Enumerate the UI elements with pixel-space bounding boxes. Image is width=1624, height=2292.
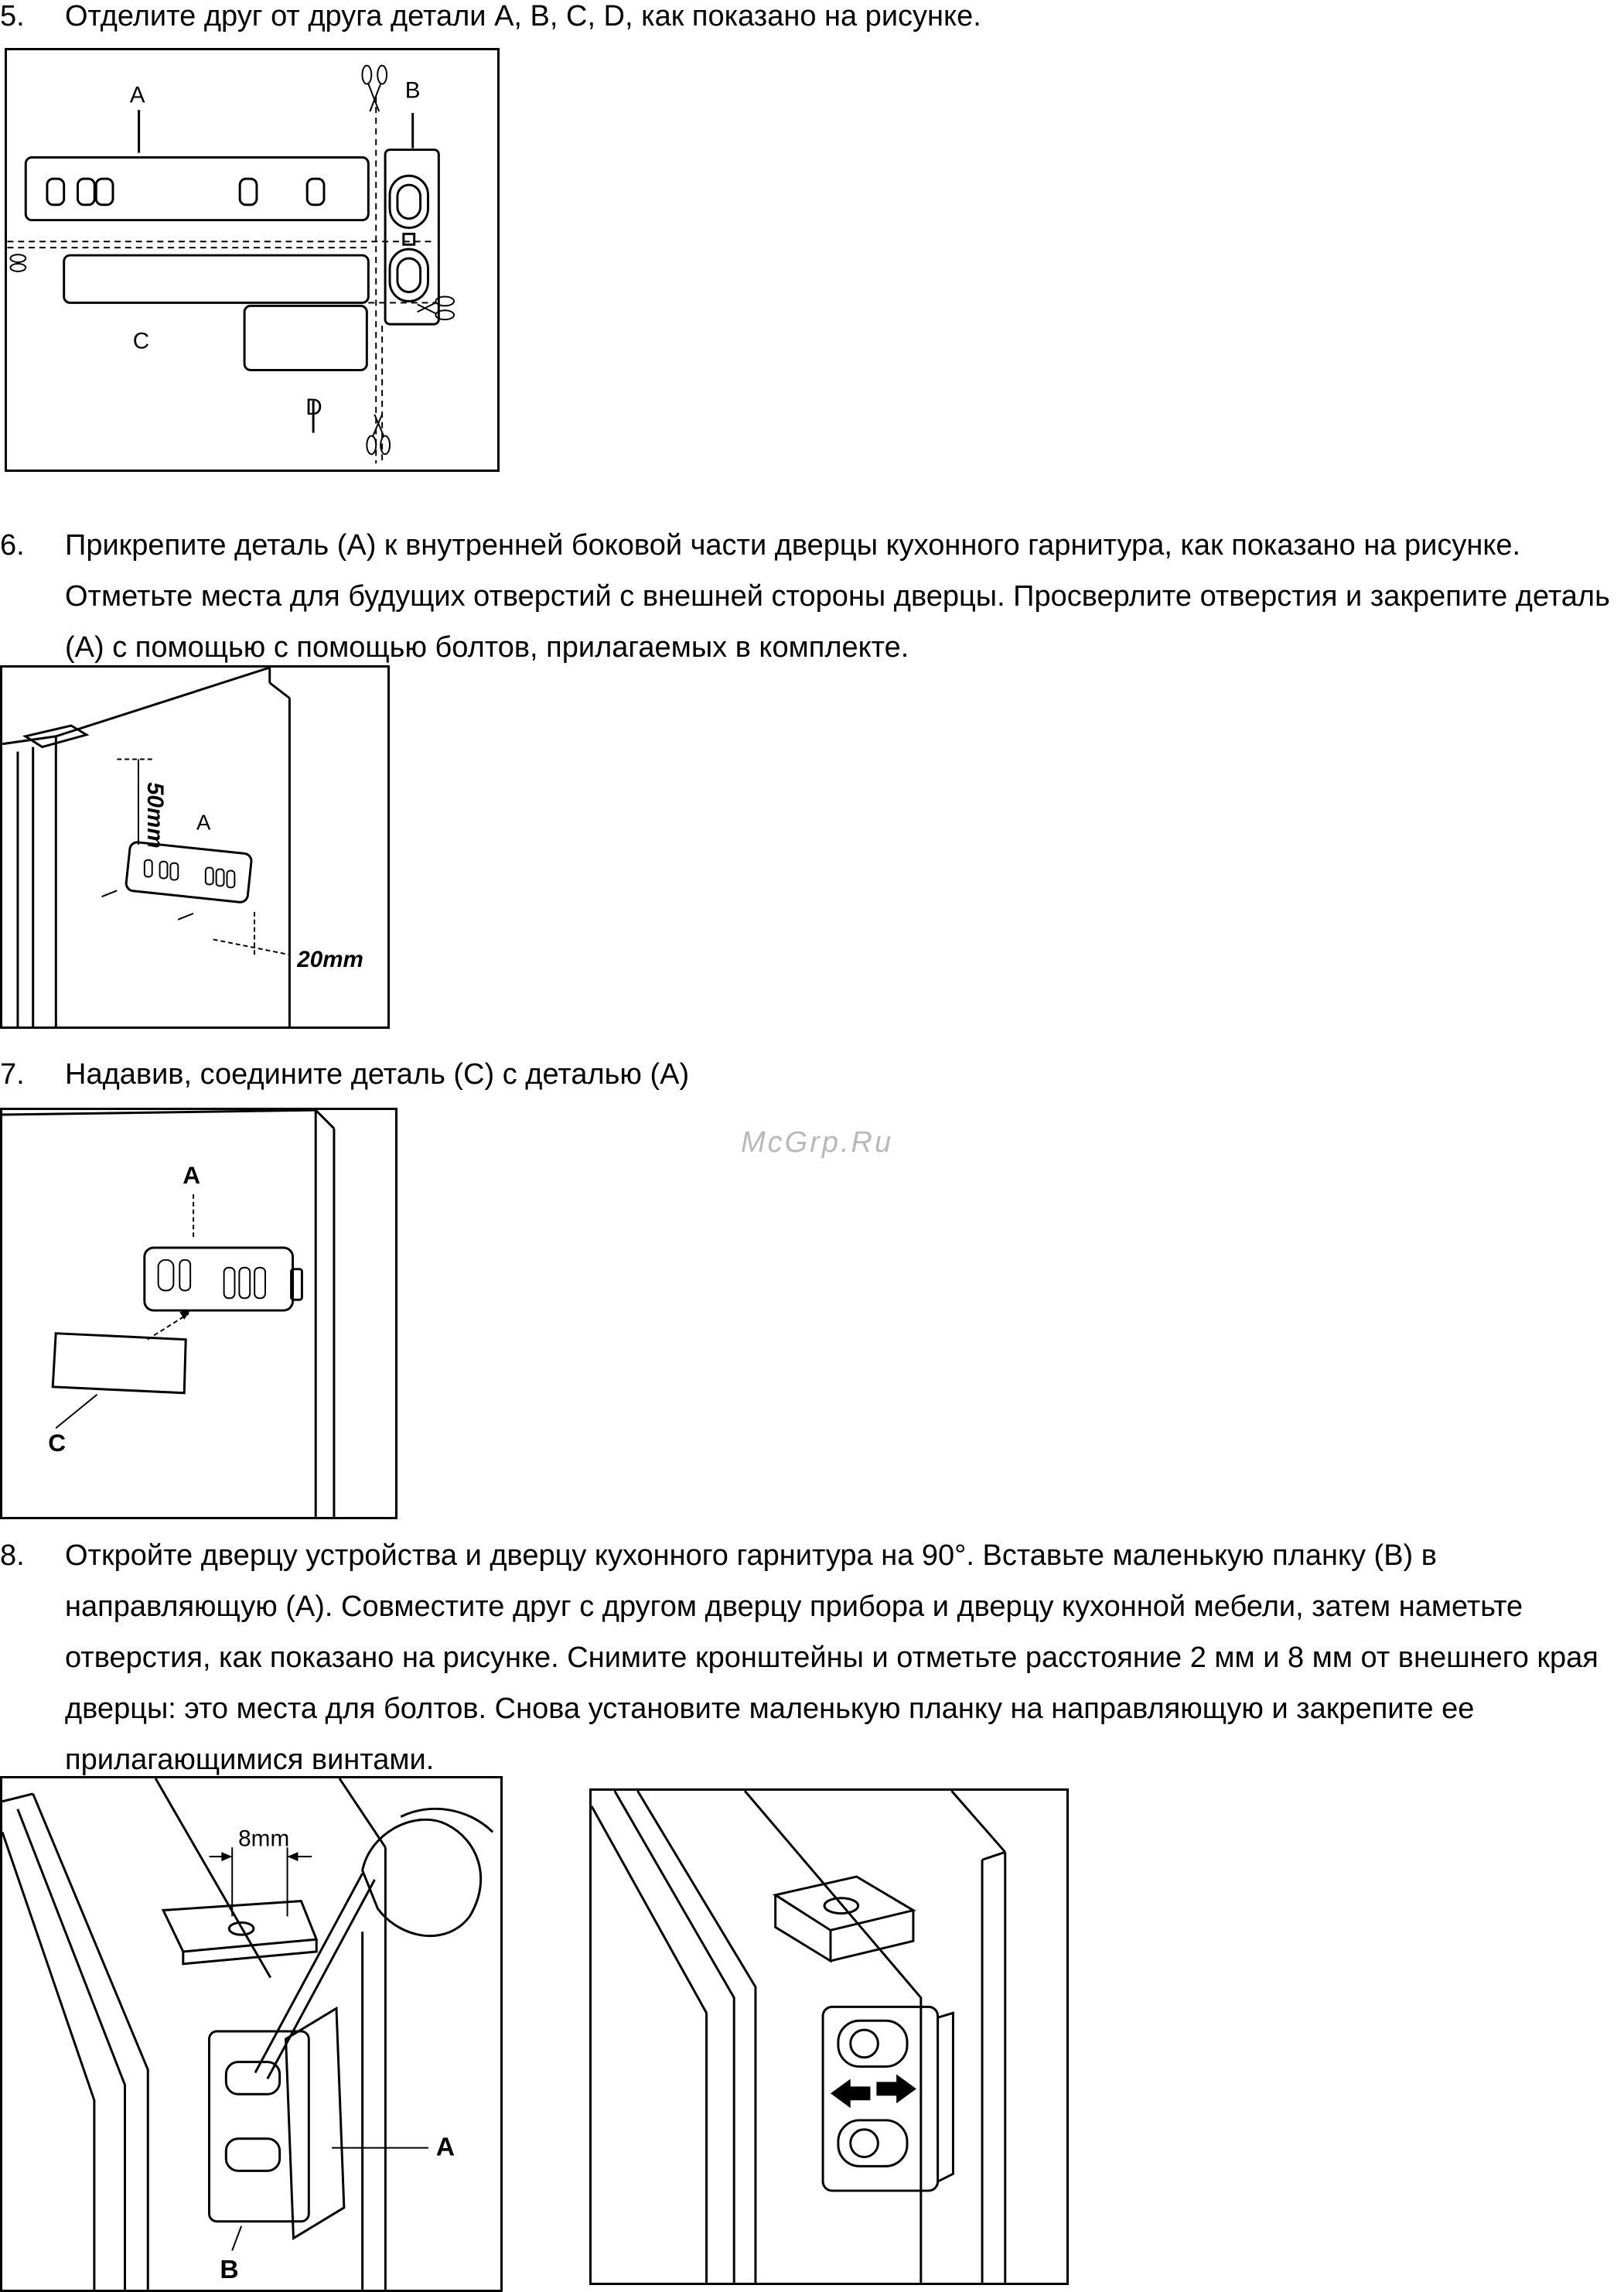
- connect-c-to-a-drawing: [2, 1110, 395, 1517]
- label-b: B: [404, 77, 421, 104]
- figure-installed-bracket: [589, 1788, 1069, 2285]
- step-text: Прикрепите деталь (А) к внутренней боковой части дверцы кухонного гарнитура, как показано на рисунке. Отметьте места для будущих отверстий с внешней стороны дверцы. Просверлите отверстия и закрепите деталь (А) с помощью с помощью болтов, прилагаемых в комплекте.: [65, 529, 1610, 664]
- figure-connect-c-to-a: [0, 1108, 397, 1519]
- step-text: Отделите друг от друга детали A, B, C, D, как показано на рисунке.: [65, 0, 981, 32]
- step-8: [0, 1530, 1624, 1785]
- label-b: B: [220, 2256, 239, 2285]
- figure-mark-holes: [0, 1776, 503, 2292]
- installed-bracket-drawing: [592, 1791, 1066, 2283]
- step-number: 8.: [0, 1539, 25, 1572]
- step-number: 6.: [0, 529, 25, 562]
- dimension-vertical: 50mm: [142, 782, 168, 849]
- step-number: 5.: [0, 0, 25, 32]
- scissors-icon: [418, 296, 454, 319]
- label-c: C: [48, 1428, 67, 1457]
- label-a: A: [196, 810, 211, 835]
- figure-separate-parts: [5, 48, 500, 472]
- label-a: A: [435, 2133, 455, 2162]
- step-number: 7.: [0, 1058, 25, 1091]
- label-a: A: [183, 1160, 201, 1189]
- label-a: A: [129, 82, 145, 108]
- step-6: [0, 520, 1624, 673]
- separate-parts-drawing: [7, 50, 497, 470]
- step-7: [0, 1049, 1624, 1100]
- step-text: Откройте дверцу устройства и дверцу кухонного гарнитура на 90°. Вставьте маленькую планку (В) в направляющую (А). Совместите друг с другом дверцу прибора и дверцу кухонной мебели, затем наметьте отверстия, как показано на рисунке. Снимите кронштейны и отметьте расстояние 2 мм и 8 мм от внешнего края дверцы: это места для болтов. Снова установите маленькую планку на направляющую и закрепите ее прилагающимися винтами.: [65, 1539, 1598, 1776]
- step-5: [0, 0, 1624, 42]
- scissors-icon: [367, 415, 390, 454]
- label-c: C: [132, 328, 150, 354]
- step-text: Надавив, соедините деталь (С) с деталью (А): [65, 1058, 690, 1091]
- adjust-arrows-icon: [831, 2075, 916, 2109]
- watermark: McGrp.Ru: [741, 1126, 894, 1159]
- dimension-horizontal: 20mm: [297, 946, 363, 972]
- dimension-8mm: 8mm: [238, 1826, 290, 1852]
- scissors-icon: [10, 254, 26, 272]
- attach-part-a-drawing: [2, 668, 387, 1026]
- mark-holes-drawing: [2, 1778, 500, 2290]
- scissors-icon: [362, 66, 387, 111]
- figure-attach-part-a: [0, 665, 390, 1029]
- label-d: D: [305, 394, 322, 420]
